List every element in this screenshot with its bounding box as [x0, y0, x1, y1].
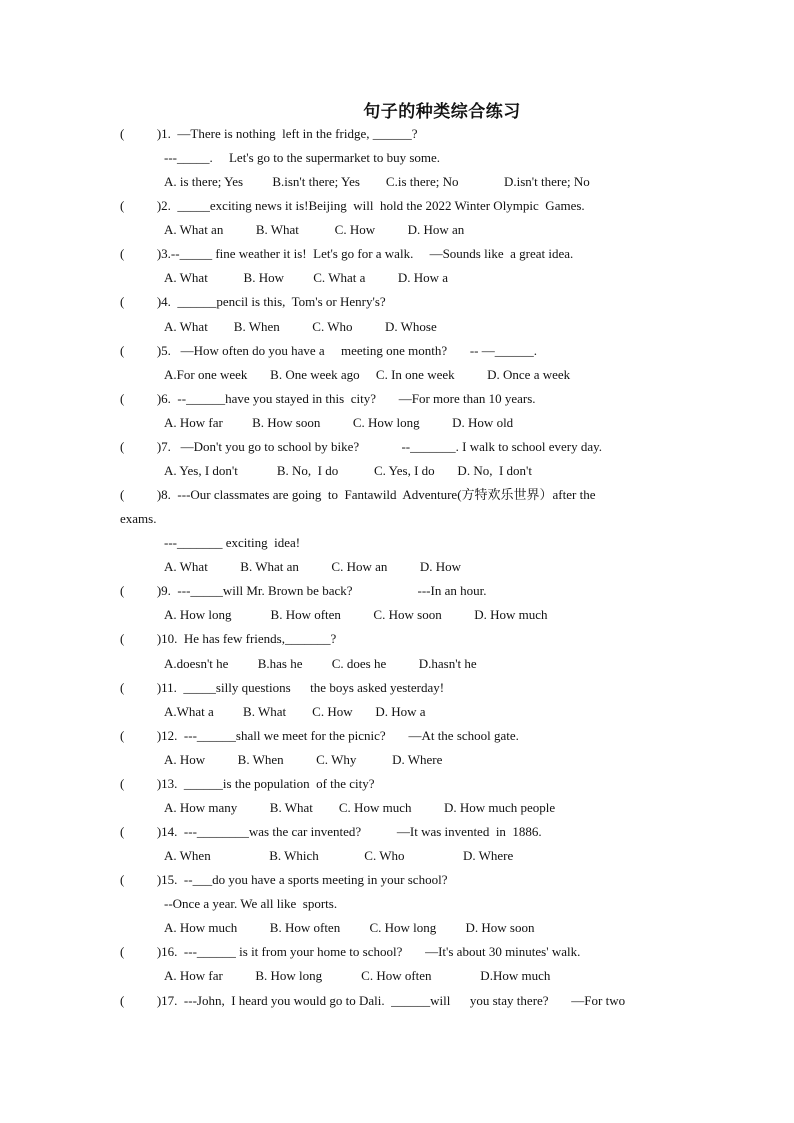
answer-options-line: A. When B. Which C. Who D. Where: [164, 848, 514, 863]
question-line: ( )16. ---______ is it from your home to school? —It's about 30 minutes' walk.: [120, 944, 581, 959]
question-line: ( )4. ______pencil is this, Tom's or Henry's?: [120, 294, 386, 309]
answer-options-line: A. What B. When C. Who D. Whose: [164, 319, 437, 334]
question-line: ( )1. —There is nothing left in the fridge, ______?: [120, 126, 418, 141]
answer-options-line: ---_______ exciting idea!: [164, 535, 301, 550]
answer-options-line: A. How many B. What C. How much D. How much people: [164, 800, 556, 815]
question-line: ( )14. ---________was the car invented? —It was invented in 1886.: [120, 824, 542, 839]
question-line: ( )10. He has few friends,_______?: [120, 631, 337, 646]
answer-options-line: A.For one week B. One week ago C. In one week D. Once a week: [164, 367, 571, 382]
question-line: ( )7. —Don't you go to school by bike? --_______. I walk to school every day.: [120, 439, 603, 454]
question-line: ( )8. ---Our classmates are going to Fantawild Adventure(方特欢乐世界）after the: [120, 487, 596, 502]
answer-options-line: A. How much B. How often C. How long D. How soon: [164, 920, 535, 935]
answer-options-line: A. is there; Yes B.isn't there; Yes C.is there; No D.isn't there; No: [164, 174, 590, 189]
answer-options-line: A. How far B. How long C. How often D.How much: [164, 968, 551, 983]
question-line: ( )13. ______is the population of the city?: [120, 776, 375, 791]
question-line: ( )5. —How often do you have a meeting one month? -- —______.: [120, 343, 538, 358]
question-line: ( )15. --___do you have a sports meeting in your school?: [120, 872, 448, 887]
answer-options-line: --Once a year. We all like sports.: [164, 896, 338, 911]
question-line: ( )12. ---______shall we meet for the picnic? —At the school gate.: [120, 728, 519, 743]
answer-options-line: A. What an B. What C. How D. How an: [164, 222, 465, 237]
answer-options-line: ---_____. Let's go to the supermarket to buy some.: [164, 150, 441, 165]
question-continuation: exams.: [120, 511, 157, 526]
answer-options-line: A. How long B. How often C. How soon D. How much: [164, 607, 548, 622]
answer-options-line: A. How B. When C. Why D. Where: [164, 752, 443, 767]
answer-options-line: A. What B. How C. What a D. How a: [164, 270, 449, 285]
answer-options-line: A.doesn't he B.has he C. does he D.hasn't he: [164, 656, 477, 671]
answer-options-line: A. What B. What an C. How an D. How: [164, 559, 462, 574]
answer-options-line: A.What a B. What C. How D. How a: [164, 704, 426, 719]
question-line: ( )2. _____exciting news it is!Beijing will hold the 2022 Winter Olympic Games.: [120, 198, 585, 213]
answer-options-line: A. How far B. How soon C. How long D. How old: [164, 415, 514, 430]
question-line: ( )17. ---John, I heard you would go to Dali. ______will you stay there? —For two: [120, 993, 626, 1008]
question-line: ( )9. ---_____will Mr. Brown be back? ---In an hour.: [120, 583, 487, 598]
page-title: 句子的种类综合练习: [363, 102, 521, 121]
question-line: ( )11. _____silly questions the boys asked yesterday!: [120, 680, 445, 695]
question-line: ( )3.--_____ fine weather it is! Let's go for a walk. —Sounds like a great idea.: [120, 246, 574, 261]
answer-options-line: A. Yes, I don't B. No, I do C. Yes, I do D. No, I don't: [164, 463, 532, 478]
question-line: ( )6. --______have you stayed in this city? —For more than 10 years.: [120, 391, 536, 406]
